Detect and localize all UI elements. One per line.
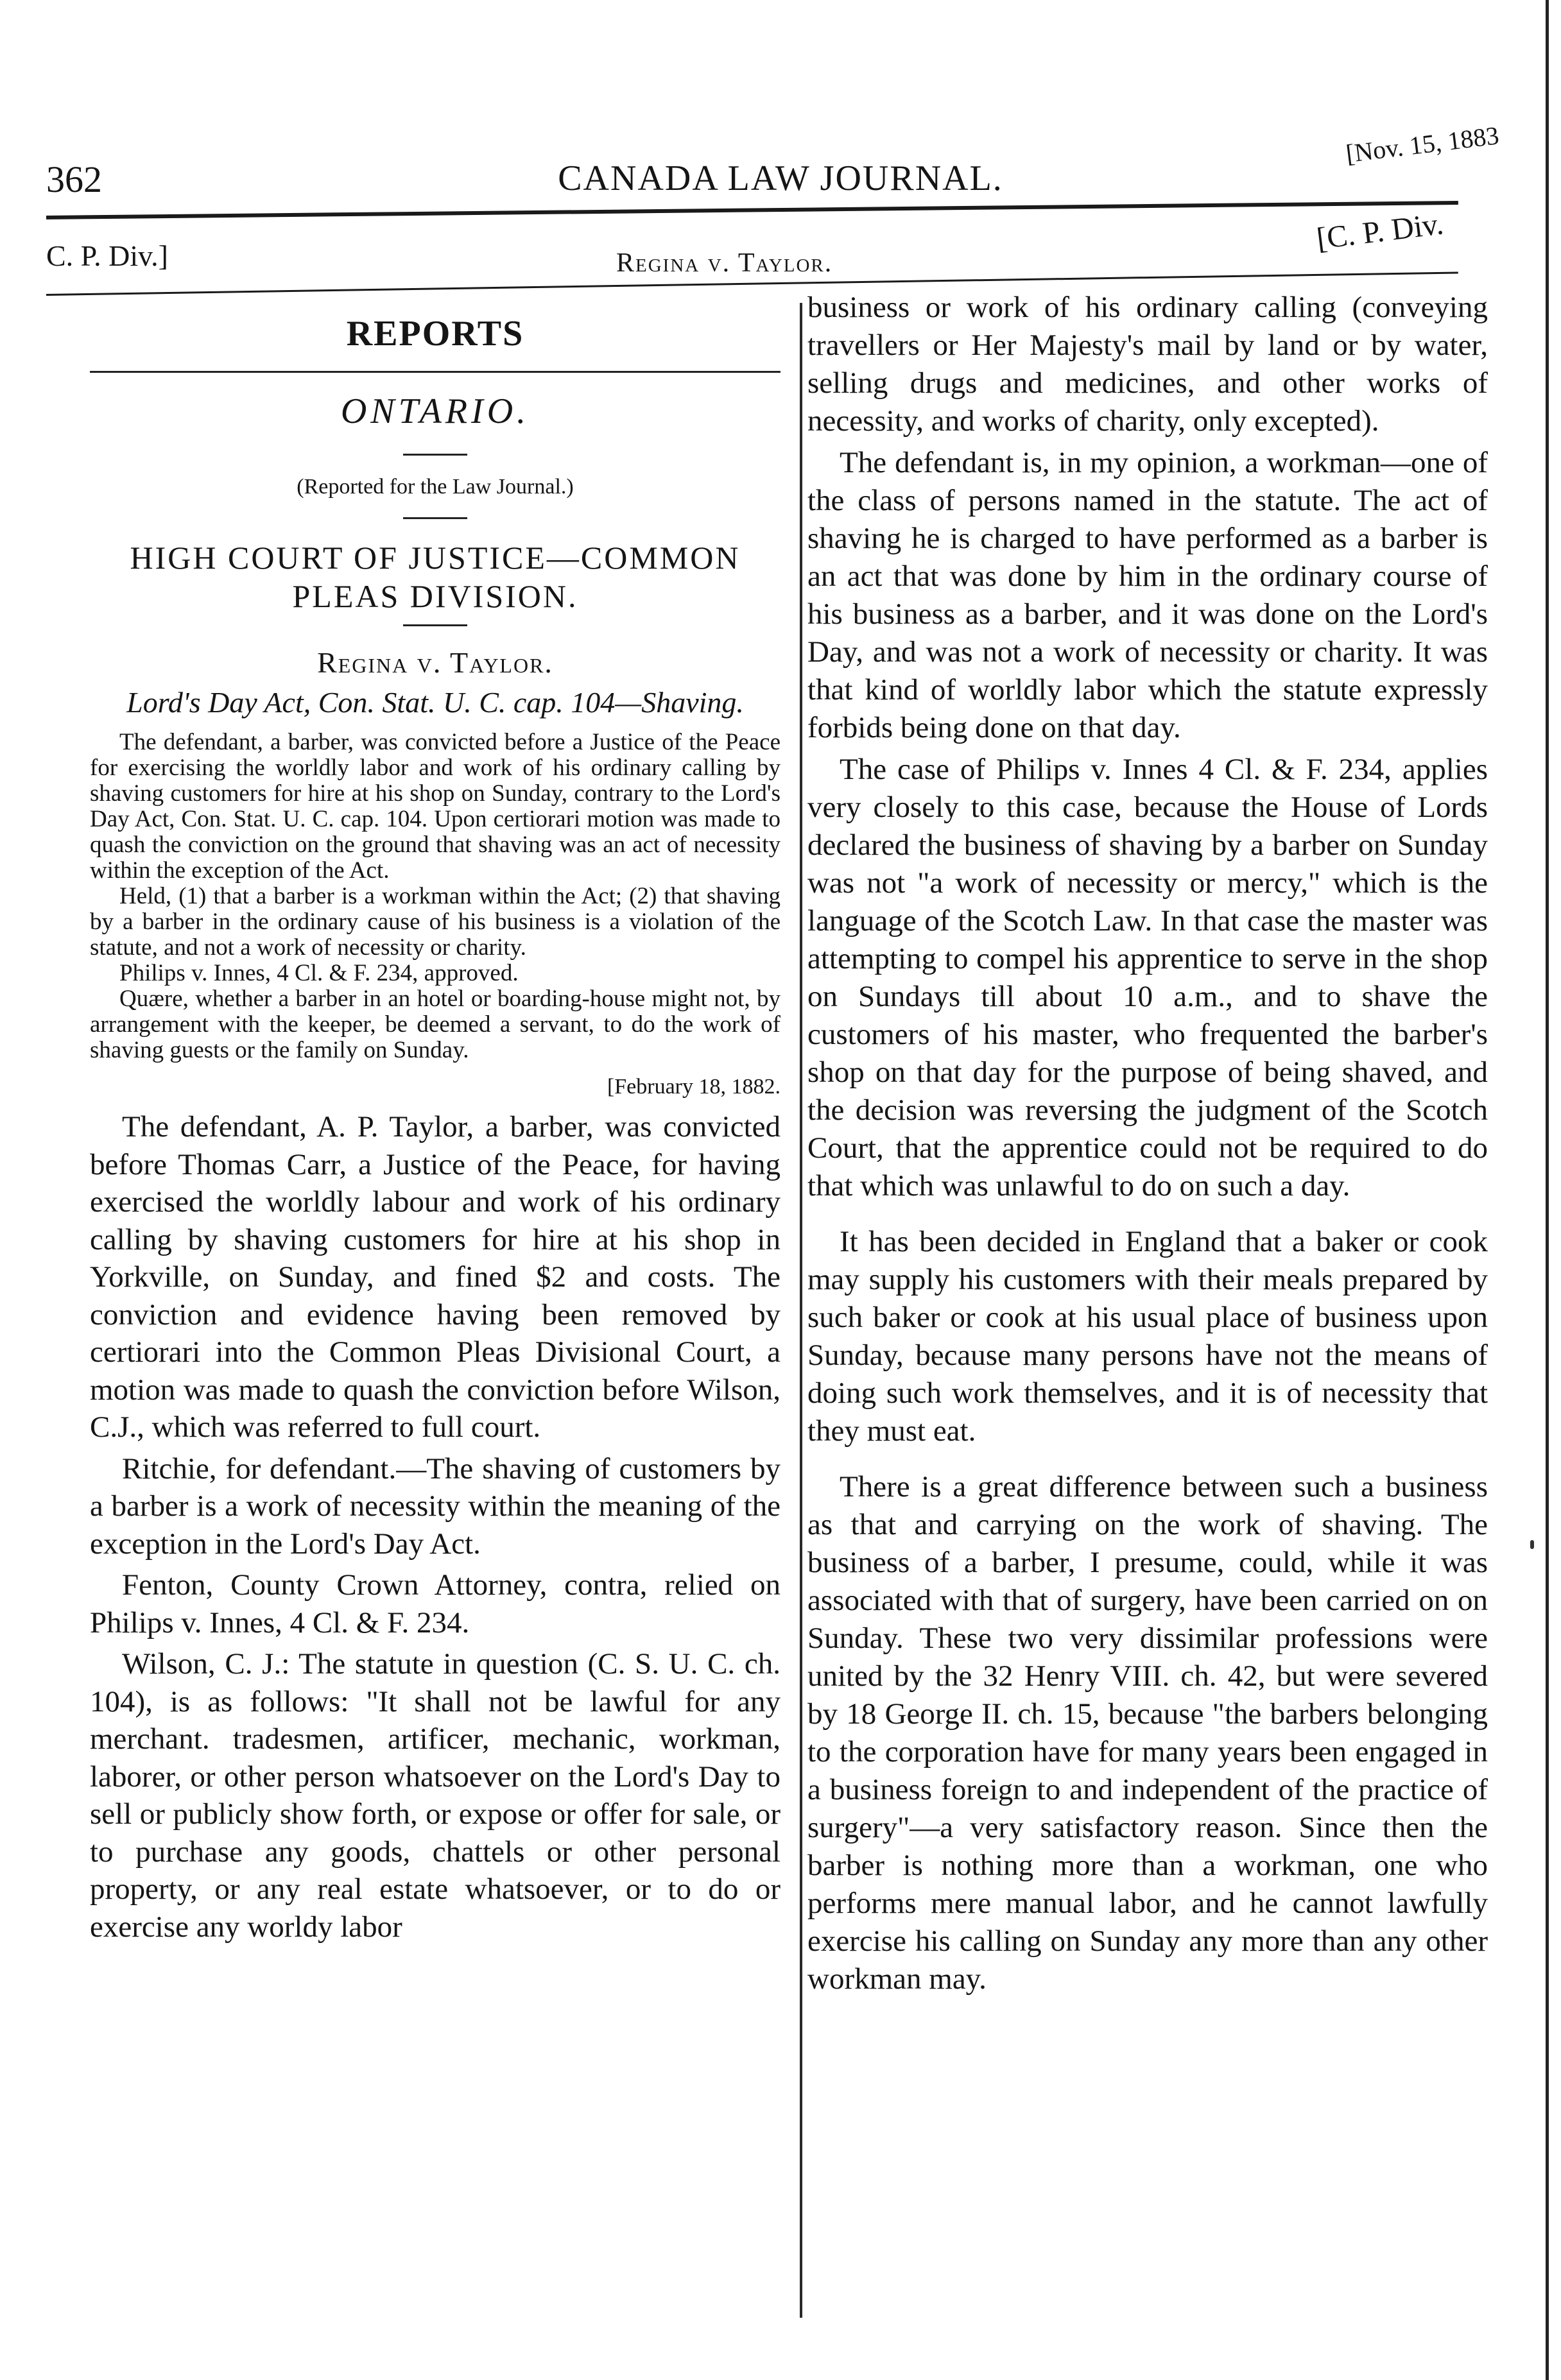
body-paragraph: The case of Philips v. Innes 4 Cl. & F. 234, applies very closely to this case, because the House of Lords declared the business of shaving by a barber on Sunday was not "a work of necessity or mercy," which is the language of the Scotch Law. In that case the master was attempting to compel his apprentice to serve in the shop on Sundays till about 10 a.m., and to shave the customers of his master, who frequented the barber's shop on that day for the purpose of being shaved, and the decision was reversing the judgment of the Scotch Court, that the apprentice could not be required to do that which was unlawful to do on such a day. <box>807 753 1488 1203</box>
right-body-text <box>807 289 1488 1998</box>
headnote <box>90 730 780 1063</box>
headnote-heading: Lord's Day Act, Con. Stat. U. C. cap. 104—Shaving. <box>126 686 744 719</box>
headnote-paragraph: Quære, whether a barber in an hotel or boarding-house might not, by arrangement with the keeper, be deemed a servant, to do the work of shaving guests or the family on Sunday. <box>90 986 780 1063</box>
section-rule <box>90 371 780 373</box>
journal-title: CANADA LAW JOURNAL. <box>558 158 1003 198</box>
reported-note: (Reported for the Law Journal.) <box>297 475 574 499</box>
province-heading: ONTARIO. <box>340 391 530 431</box>
headnote-paragraph: The defendant, a barber, was convicted before a Justice of the Peace for exercising the worldly labor and work of his ordinary calling by shaving customers for hire at his shop on Sunday, contrary to the Lord's Day Act, Con. Stat. U. C. cap. 104. Upon certiorari motion was made to quash the conviction on the ground that shaving was an act of necessity within the exception of the Act. <box>90 729 780 884</box>
body-paragraph: Ritchie, for defendant.—The shaving of customers by a barber is a work of necessity within the meaning of the exception in the Lord's Day Act. <box>90 1451 780 1561</box>
short-rule <box>403 454 467 456</box>
headnote-paragraph: Held, (1) that a barber is a workman within the Act; (2) that shaving by a barber in the ordinary cause of his business is a violation of the statute, and not a work of necessity or charity. <box>90 883 780 961</box>
running-head-left: C. P. Div.] <box>46 239 168 272</box>
reports-heading: REPORTS <box>346 314 524 354</box>
running-head-right: [C. P. Div. <box>1315 207 1445 257</box>
header-rule <box>46 201 1458 219</box>
page-number: 362 <box>46 158 102 200</box>
body-paragraph: There is a great difference between such a business as that and carrying on the work of shaving. The business of a barber, I presume, could, while it was associated with that of surgery, have been carried on on Sunday. These two very dissimilar professions were united by the 32 Henry VIII. ch. 42, but were severed by 18 George II. ch. 15, because "the barbers belonging to the corporation have for many years been engaged in a business foreign to and independent of the practice of surgery"—a very satisfactory reason. Since then the barber is nothing more than a workman, one who performs mere manual labor, and he cannot lawfully exercise his calling on Sunday any more than any other workman may. <box>807 1470 1488 1996</box>
left-body-text <box>90 1108 780 1946</box>
body-paragraph: Fenton, County Crown Attorney, contra, relied on Philips v. Innes, 4 Cl. & F. 234. <box>90 1568 780 1639</box>
running-head-center: Regina v. Taylor. <box>616 248 833 278</box>
page-edge <box>1546 0 1549 2380</box>
body-paragraph: The defendant, A. P. Taylor, a barber, was convicted before Thomas Carr, a Justice of the Peace, for having exercised the worldly labour and work of his ordinary calling by shaving customers for hire at his shop in Yorkville, on Sunday, and fined $2 and costs. The conviction and evidence having been removed by certiorari into the Common Pleas Divisional Court, a motion was made to quash the conviction before Wilson, C.J., which was referred to full court. <box>90 1110 780 1444</box>
headnote-paragraph: Philips v. Innes, 4 Cl. & F. 234, approved. <box>119 960 519 986</box>
left-column <box>90 302 780 1949</box>
short-rule <box>403 624 467 626</box>
ink-speck <box>1530 1540 1534 1549</box>
case-date: [February 18, 1882. <box>607 1075 780 1099</box>
court-heading: HIGH COURT OF JUSTICE—COMMON PLEAS DIVISION. <box>130 540 741 614</box>
body-paragraph: The defendant is, in my opinion, a workman—one of the class of persons named in the statute. The act of shaving he is charged to have performed as a barber is an act that was done by him in the ordinary course of his business as a barber, and it was done on the Lord's Day, and was not a work of necessity or charity. It was that kind of worldly labor which the statute expressly forbids being done on that day. <box>807 446 1488 744</box>
case-title: Regina v. Taylor. <box>317 646 553 679</box>
body-paragraph: It has been decided in England that a baker or cook may supply his customers with their meals prepared by such baker or cook at his usual place of business upon Sunday, because many persons have not the means of doing such work themselves, and it is of necessity that they must eat. <box>807 1225 1488 1448</box>
short-rule <box>403 517 467 519</box>
column-divider <box>800 303 802 2318</box>
right-column <box>807 289 1488 2002</box>
body-paragraph: business or work of his ordinary calling (conveying travellers or Her Majesty's mail by land or by water, selling drugs and medicines, and other works of necessity, and works of charity, only excepted). <box>807 291 1488 438</box>
issue-date: [Nov. 15, 1883 <box>1344 121 1501 169</box>
body-paragraph: Wilson, C. J.: The statute in question (C. S. U. C. ch. 104), is as follows: "It shall not be lawful for any merchant. tradesmen, artificer, mechanic, workman, laborer, or other person whatsoever on the Lord's Day to sell or publicly show forth, or expose or offer for sale, or to purchase any goods, chattels or other personal property, or any real estate whatsoever, or to do or exercise any worldy labor <box>90 1647 780 1944</box>
